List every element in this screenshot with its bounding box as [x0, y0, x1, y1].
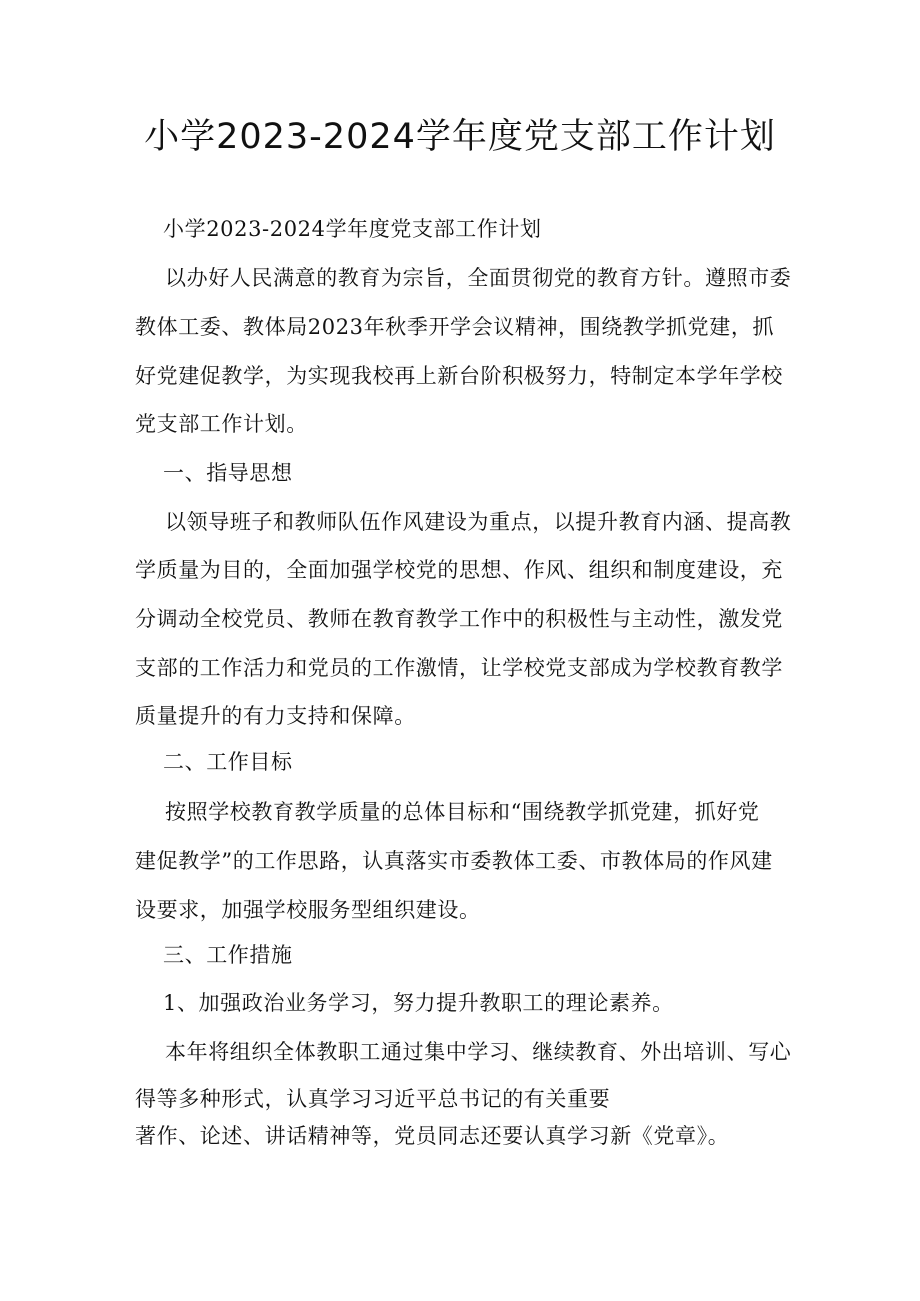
section-1-line-2: 学质量为目的，全面加强学校党的思想、作风、组织和制度建设，充: [135, 558, 783, 582]
section-3-line-1: 本年将组织全体教职工通过集中学习、继续教育、外出培训、写心: [165, 1040, 792, 1064]
section-3-line-2: 得等多种形式，认真学习习近平总书记的有关重要: [135, 1087, 611, 1111]
section-3-item-1: 1、加强政治业务学习，努力提升教职工的理论素养。: [163, 991, 674, 1015]
section-2-heading: 二、工作目标: [163, 750, 293, 774]
section-3-heading: 三、工作措施: [163, 943, 293, 967]
intro-line-4: 党支部工作计划。: [135, 412, 308, 436]
intro-line-1: 以办好人民满意的教育为宗旨，全面贯彻党的教育方针。遵照市委: [165, 266, 792, 290]
intro-line-2: 教体工委、教体局2023年秋季开学会议精神，围绕教学抓党建，抓: [135, 315, 775, 339]
section-2-line-1: 按照学校教育教学质量的总体目标和“围绕教学抓党建，抓好党: [165, 800, 760, 824]
section-1-line-5: 质量提升的有力支持和保障。: [135, 704, 416, 728]
section-1-line-3: 分调动全校党员、教师在教育教学工作中的积极性与主动性，激发党: [135, 607, 783, 631]
section-2-line-3: 设要求，加强学校服务型组织建设。: [135, 898, 481, 922]
section-3-line-3: 著作、论述、讲话精神等，党员同志还要认真学习新《党章》。: [135, 1124, 730, 1148]
section-2-line-2: 建促教学”的工作思路，认真落实市委教体工委、市教体局的作风建: [135, 849, 773, 873]
document-title: 小学2023-2024学年度党支部工作计划: [144, 117, 776, 157]
section-1-heading: 一、指导思想: [163, 461, 293, 485]
document-subtitle: 小学2023-2024学年度党支部工作计划: [163, 217, 542, 241]
section-1-line-4: 支部的工作活力和党员的工作激情，让学校党支部成为学校教育教学: [135, 656, 783, 680]
intro-line-3: 好党建促教学，为实现我校再上新台阶积极努力，特制定本学年学校: [135, 364, 783, 388]
section-1-line-1: 以领导班子和教师队伍作风建设为重点，以提升教育内涵、提高教: [165, 510, 792, 534]
